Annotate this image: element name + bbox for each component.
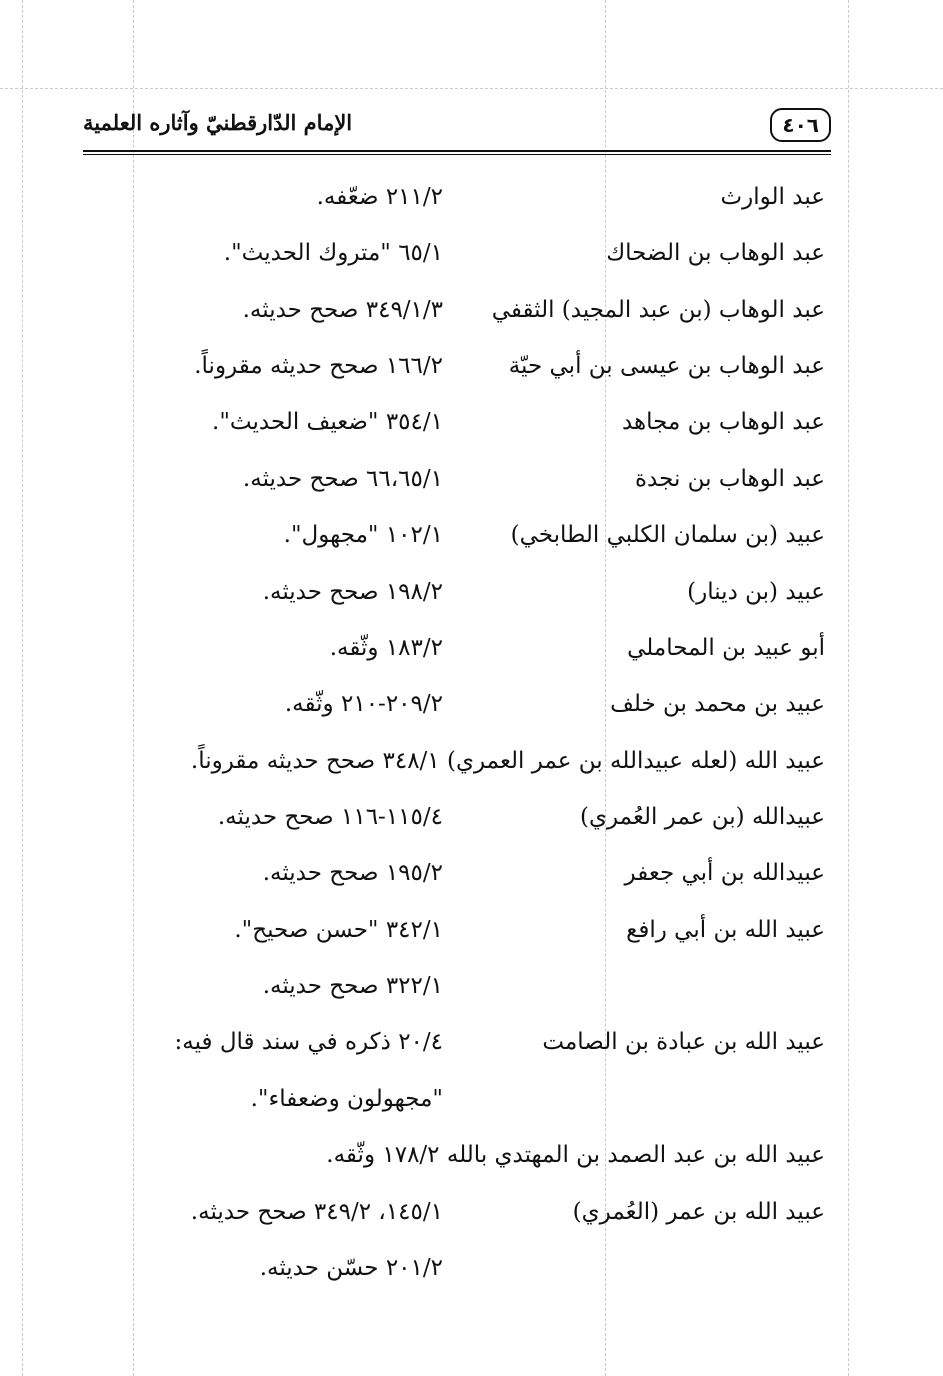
entry-full-line: عبيد الله (لعله عبيدالله بن عمر العمري) ٣٤٨/١ صحح حديثه مقروناً. [190, 748, 825, 774]
entry-reference: ٣٢٢/١ صحح حديثه. [262, 973, 443, 999]
entry-reference: ٣٤٩/١/٣ صحح حديثه. [242, 297, 443, 323]
page-number: ٤٠٦ [770, 108, 831, 142]
entry-name: عبيد بن محمد بن خلف [610, 691, 825, 717]
entry-reference: ١١٥/٤-١١٦ صحح حديثه. [217, 804, 443, 830]
entry-name: عبيد الله بن عبادة بن الصامت [542, 1029, 825, 1055]
entry-reference: ٣٥٤/١ "ضعيف الحديث". [212, 409, 443, 435]
entry-full-line: عبيد الله بن عبد الصمد بن المهتدي بالله ١٧٨/٢ وثّقه. [326, 1142, 825, 1168]
entry-name: عبيدالله بن أبي جعفر [624, 860, 825, 886]
entry-reference: ١٩٨/٢ صحح حديثه. [262, 579, 443, 605]
entry-reference: ١٤٥/١، ٣٤٩/٢ صحح حديثه. [190, 1199, 443, 1225]
entry-reference: ٢٠١/٢ حسّن حديثه. [259, 1255, 443, 1281]
entry-reference: ١٩٥/٢ صحح حديثه. [262, 860, 443, 886]
entry-name: أبو عبيد بن المحاملي [627, 635, 825, 661]
running-title: الإمام الدّارقطنيّ وآثاره العلمية [83, 110, 353, 135]
entry-name: عبد الوهاب بن نجدة [634, 466, 825, 492]
entry-name: عبيد (بن سلمان الكلبي الطابخي) [510, 522, 825, 548]
entry-reference: ١٦٦/٢ صحح حديثه مقروناً. [194, 353, 443, 379]
entry-name: عبيدالله (بن عمر العُمري) [579, 804, 825, 830]
entry-name: عبد الوهاب بن عيسى بن أبي حيّة [508, 353, 825, 379]
entry-name: عبيد الله بن عمر (العُمري) [572, 1199, 825, 1225]
entry-name: عبد الوهاب بن الضحاك [606, 240, 825, 266]
entry-reference: ٣٤٢/١ "حسن صحيح". [234, 917, 443, 943]
entry-reference: ١٠٢/١ "مجهول". [283, 522, 443, 548]
entry-name: عبد الوهاب (بن عبد المجيد) الثقفي [491, 297, 825, 323]
entry-reference: ٢١١/٢ ضعّفه. [316, 184, 443, 210]
entry-name: عبيد (بن دينار) [687, 579, 825, 605]
entry-reference: ٦٥/١ "متروك الحديث". [223, 240, 443, 266]
entry-name: عبد الوارث [720, 184, 825, 210]
entry-reference: ١٨٣/٢ وثّقه. [329, 635, 443, 661]
entry-name: عبيد الله بن أبي رافع [626, 917, 825, 943]
entry-reference: ٢٠٩/٢-٢١٠ وثّقه. [284, 691, 443, 717]
entry-reference: ٦٦،٦٥/١ صحح حديثه. [242, 466, 443, 492]
entry-reference: "مجهولون وضعفاء". [250, 1086, 443, 1112]
entry-reference: ٢٠/٤ ذكره في سند قال فيه: [174, 1029, 443, 1055]
entry-name: عبد الوهاب بن مجاهد [621, 409, 825, 435]
